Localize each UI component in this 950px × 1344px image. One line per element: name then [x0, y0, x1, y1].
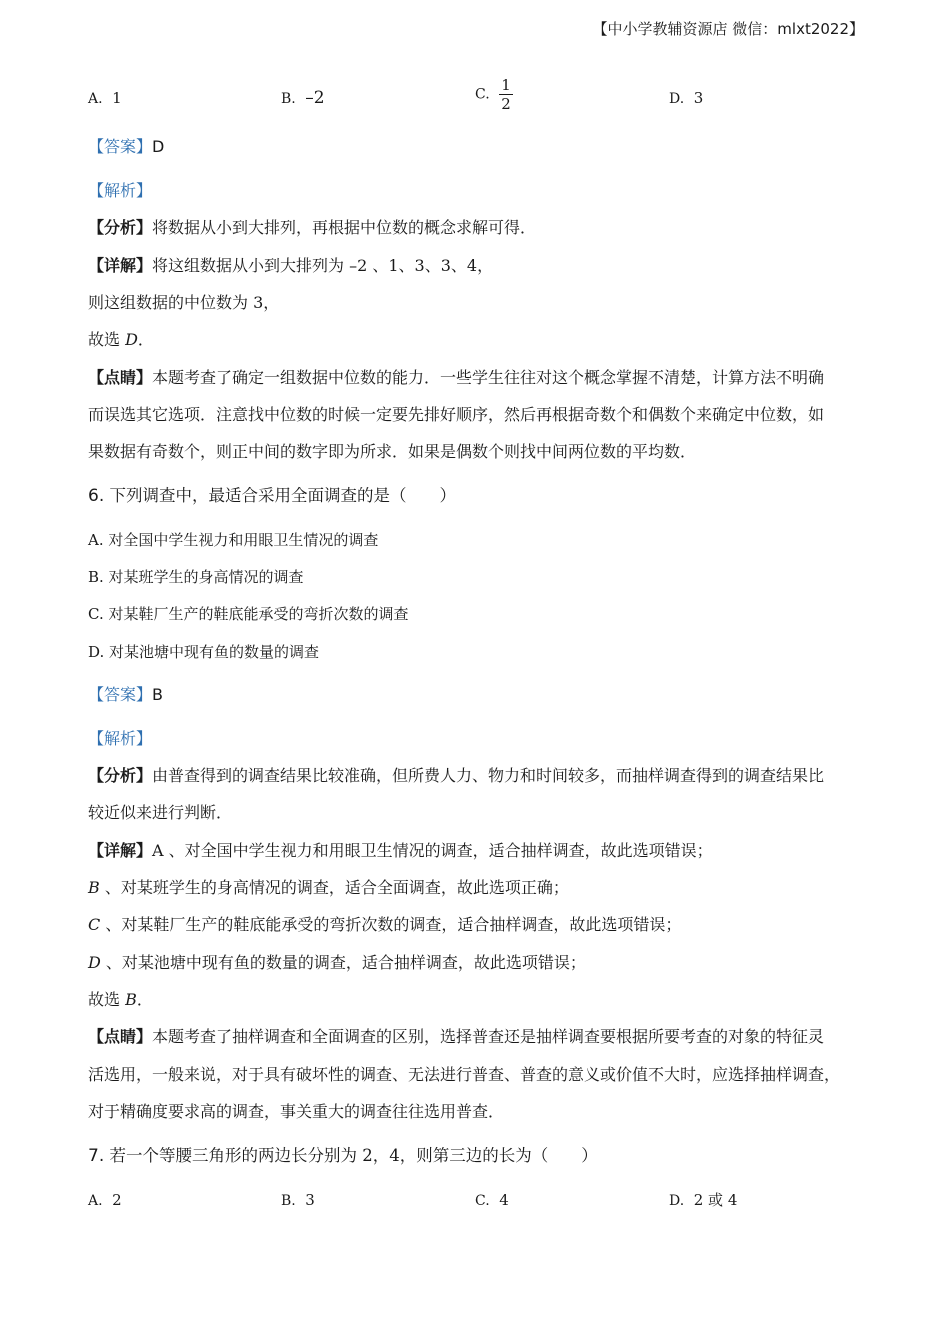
q6-option-b: B. 对某班学生的身高情况的调查	[88, 568, 304, 586]
q5-option-a: A. 1	[88, 89, 122, 107]
q5-analysis-tag: 【解析】	[88, 181, 153, 200]
q5-dianjing-1: 【点睛】本题考查了确定一组数据中位数的能力．一些学生往往对这个概念掌握不清楚，计算方法不明确	[88, 368, 825, 387]
q6-choose: 故选 B．	[88, 990, 153, 1009]
q6-analysis-tag: 【解析】	[88, 729, 153, 748]
q5-option-c: C. $\frac{1}{2}$	[475, 76, 511, 113]
q7-option-d: D. 2 或 4	[669, 1191, 738, 1209]
q5-choose: 故选 D．	[88, 330, 154, 349]
q7-option-b: B. 3	[281, 1191, 315, 1209]
q5-option-b: B. –2	[281, 88, 325, 108]
q6-stem: 6. 下列调查中，最适合采用全面调查的是（ ）	[88, 486, 456, 506]
q5-dianjing-3: 果数据有奇数个，则正中间的数字即为所求．如果是偶数个则找中间两位数的平均数．	[88, 442, 697, 461]
q6-option-d: D. 对某池塘中现有鱼的数量的调查	[88, 643, 320, 661]
q7-stem: 7. 若一个等腰三角形的两边长分别为 2，4，则第三边的长为（ ）	[88, 1146, 598, 1166]
q5-dianjing-2: 而误选其它选项．注意找中位数的时候一定要先排好顺序，然后再根据奇数个和偶数个来确定中位数，如	[88, 405, 825, 424]
q6-option-c: C. 对某鞋厂生产的鞋底能承受的弯折次数的调查	[88, 605, 409, 623]
q6-dianjing-2: 活选用，一般来说，对于具有破坏性的调查、无法进行普查、普查的意义或价值不大时，应选择抽样调查，	[88, 1065, 841, 1084]
q5-median-line: 则这组数据的中位数为 3，	[88, 293, 280, 312]
q6-dianjing-1: 【点睛】本题考查了抽样调查和全面调查的区别，选择普查还是抽样调查要根据所要考查的对象的特征灵	[88, 1027, 825, 1046]
q6-xiangjie-a: 【详解】A 、对全国中学生视力和用眼卫生情况的调查，适合抽样调查，故此选项错误；	[88, 841, 713, 860]
q5-fenxi: 【分析】将数据从小到大排列，再根据中位数的概念求解可得．	[88, 218, 537, 237]
q7-option-c: C. 4	[475, 1191, 509, 1209]
q5-xiangjie: 【详解】将这组数据从小到大排列为 –2 、1、3、3、4，	[88, 256, 494, 275]
q6-answer: 【答案】B	[88, 685, 163, 704]
fraction-one-half: $\frac{1}{2}$	[501, 76, 511, 113]
q6-fenxi-1: 【分析】由普查得到的调查结果比较准确，但所费人力、物力和时间较多，而抽样调查得到的调查结果比	[88, 766, 825, 785]
q6-option-a: A. 对全国中学生视力和用眼卫生情况的调查	[88, 531, 379, 549]
q5-option-d: D. 3	[669, 89, 704, 107]
q5-answer: 【答案】D	[88, 137, 165, 156]
q6-xiangjie-c: C 、对某鞋厂生产的鞋底能承受的弯折次数的调查，适合抽样调查，故此选项错误；	[88, 915, 682, 934]
q6-fenxi-2: 较近似来进行判断．	[88, 803, 233, 822]
q6-xiangjie-b: B 、对某班学生的身高情况的调查，适合全面调查，故此选项正确；	[88, 878, 569, 897]
q7-option-a: A. 2	[88, 1191, 122, 1209]
q6-xiangjie-d: D 、对某池塘中现有鱼的数量的调查，适合抽样调查，故此选项错误；	[88, 953, 586, 972]
page-header: 【中小学教辅资源店 微信：mlxt2022】	[592, 20, 864, 38]
q6-dianjing-3: 对于精确度要求高的调查，事关重大的调查往往选用普查．	[88, 1102, 505, 1121]
